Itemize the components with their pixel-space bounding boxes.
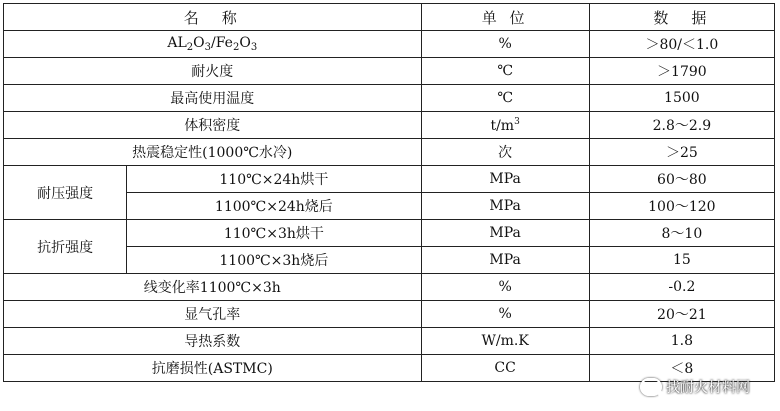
row-unit: MPa	[421, 166, 589, 193]
table-row	[4, 58, 775, 85]
table-row	[4, 166, 775, 193]
row-value: 15	[589, 247, 774, 274]
row-value: ＞1790	[589, 58, 774, 85]
row-condition: 110℃×3h烘干	[127, 220, 421, 247]
table-row	[4, 328, 775, 355]
row-unit: %	[421, 31, 589, 58]
row-unit: W/m.K	[421, 328, 589, 355]
row-value: ＞25	[589, 139, 774, 166]
formula-subscript: 2	[232, 42, 240, 53]
chat-bubble-icon	[640, 378, 662, 396]
watermark	[640, 377, 750, 397]
row-name: 耐火度	[4, 58, 422, 85]
row-unit: MPa	[421, 247, 589, 274]
watermark-text: 找耐火材料网	[666, 380, 750, 396]
formula-name	[4, 31, 422, 58]
row-name: 体积密度	[4, 112, 422, 139]
row-condition: 110℃×24h烘干	[127, 166, 421, 193]
table-header-row	[4, 4, 775, 31]
row-name: 导热系数	[4, 328, 422, 355]
header-name: 名 称	[4, 4, 422, 31]
unit-base: t/m	[490, 117, 515, 134]
row-value: -0.2	[589, 274, 774, 301]
row-name: 最高使用温度	[4, 85, 422, 112]
spec-table-container	[3, 3, 775, 405]
row-condition: 1100℃×24h烧后	[127, 193, 421, 220]
row-unit: MPa	[421, 193, 589, 220]
formula-subscript: 3	[204, 42, 211, 53]
formula-part: AL	[167, 35, 187, 51]
row-name: 抗磨损性(ASTMC)	[4, 355, 422, 382]
table-row	[4, 31, 775, 58]
row-unit	[421, 112, 589, 139]
row-name: 线变化率1100℃×3h	[4, 274, 422, 301]
row-value: 8～10	[589, 220, 774, 247]
row-value: 1500	[589, 85, 774, 112]
table-row	[4, 274, 775, 301]
row-name: 显气孔率	[4, 301, 422, 328]
row-value: 2.8～2.9	[589, 112, 774, 139]
header-unit: 单 位	[421, 4, 589, 31]
group-label-flexural: 抗折强度	[4, 220, 127, 274]
formula-subscript: 3	[250, 42, 258, 53]
table-row	[4, 301, 775, 328]
row-value: ＜8	[589, 355, 774, 382]
spec-table	[3, 3, 775, 382]
table-row	[4, 85, 775, 112]
row-value: 100～120	[589, 193, 774, 220]
row-value: 20～21	[589, 301, 774, 328]
group-label-compressive: 耐压强度	[4, 166, 127, 220]
row-condition: 1100℃×3h烧后	[127, 247, 421, 274]
row-name: 热震稳定性(1000℃水冷)	[4, 139, 422, 166]
header-data: 数 据	[589, 4, 774, 31]
formula-part: /Fe	[211, 35, 233, 51]
formula-subscript: 2	[186, 42, 194, 53]
table-row	[4, 139, 775, 166]
table-row	[4, 220, 775, 247]
row-unit: %	[421, 301, 589, 328]
row-unit: %	[421, 274, 589, 301]
row-unit: ℃	[421, 58, 589, 85]
unit-superscript: 3	[514, 116, 520, 127]
row-unit: 次	[421, 139, 589, 166]
row-value: ＞80/＜1.0	[589, 31, 774, 58]
row-value: 60～80	[589, 166, 774, 193]
formula-part: O	[239, 35, 251, 51]
formula-part: O	[193, 35, 205, 51]
row-unit: MPa	[421, 220, 589, 247]
table-row	[4, 112, 775, 139]
row-value: 1.8	[589, 328, 774, 355]
row-unit: ℃	[421, 85, 589, 112]
row-unit: CC	[421, 355, 589, 382]
